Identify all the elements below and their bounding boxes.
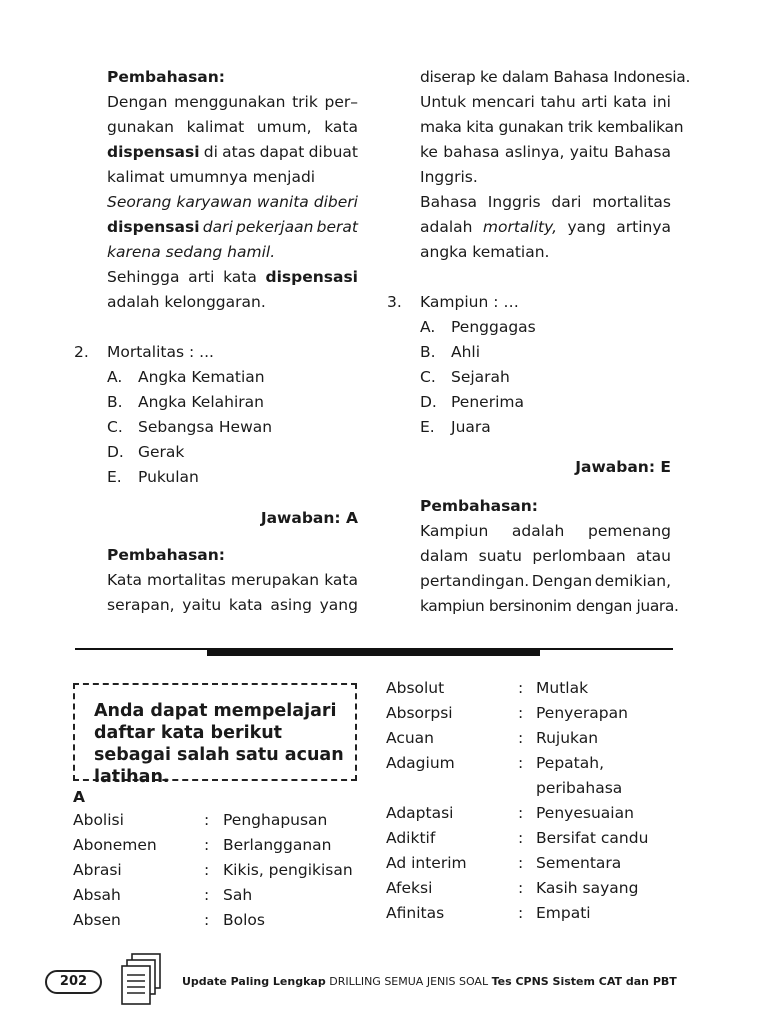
vocab-term: Ad interim (386, 854, 467, 872)
option-letter: B. (420, 343, 436, 361)
example-sentence: karena sedang hamil. (107, 243, 276, 261)
vocab-term: Absah (73, 886, 121, 904)
question-number: 3. (387, 293, 402, 311)
vocab-term: Adiktif (386, 829, 436, 847)
text-line: kalimat umumnya menjadi (107, 168, 316, 186)
vocab-term: Abonemen (73, 836, 157, 854)
vocab-sep: : (518, 679, 524, 697)
vocab-sep: : (204, 811, 210, 829)
text-line: maka kita gunakan trik kembalikan (420, 118, 684, 136)
vocab-meaning: Kasih sayang (536, 879, 639, 897)
option-letter: C. (420, 368, 436, 386)
vocab-meaning-continued: peribahasa (536, 779, 623, 797)
option-text: Penggagas (451, 318, 536, 336)
option-text: Sejarah (451, 368, 510, 386)
vocab-term: Absen (73, 911, 121, 929)
option-text: Pukulan (138, 468, 199, 486)
option-letter: A. (420, 318, 436, 336)
option-letter: A. (107, 368, 123, 386)
info-box-text: Anda dapat mempelajari daftar kata berikut sebagai salah satu acuan latihan. (94, 701, 344, 787)
option-text: Juara (451, 418, 491, 436)
example-sentence: dispensasi dari pekerjaan berat (107, 218, 358, 236)
text-line: Untuk mencari tahu arti kata ini (420, 93, 671, 111)
answer-key: Jawaban: E (575, 458, 671, 476)
question-text: Kampiun : … (420, 293, 519, 311)
vocab-meaning: Sementara (536, 854, 622, 872)
text-line: Sehingga arti kata dispensasi (107, 268, 358, 286)
text-line: adalah mortality, yang artinya (420, 218, 671, 236)
question-number: 2. (74, 343, 89, 361)
vocab-sep: : (204, 886, 210, 904)
example-sentence: Seorang karyawan wanita diberi (107, 193, 358, 211)
text-line: Bahasa Inggris dari mortalitas (420, 193, 671, 211)
question-text: Mortalitas : ... (107, 343, 214, 361)
vocab-meaning: Rujukan (536, 729, 599, 747)
page-number: 202 (45, 970, 102, 994)
vocab-meaning: Bolos (223, 911, 265, 929)
vocab-meaning: Sah (223, 886, 253, 904)
vocab-sep: : (204, 836, 210, 854)
text-line: dispensasi di atas dapat dibuat (107, 143, 358, 161)
vocab-section-letter: A (73, 788, 85, 806)
vocab-term: Abolisi (73, 811, 124, 829)
text-line: Kampiun adalah pemenang (420, 522, 671, 540)
vocab-term: Absolut (386, 679, 445, 697)
option-text: Gerak (138, 443, 185, 461)
pembahasan-heading-1: Pembahasan: (107, 68, 225, 86)
vocab-sep: : (518, 854, 524, 872)
option-letter: E. (107, 468, 122, 486)
answer-key: Jawaban: A (260, 509, 358, 527)
vocab-meaning: Berlangganan (223, 836, 332, 854)
footer-title: Update Paling Lengkap DRILLING SEMUA JENIS SOAL Tes CPNS Sistem CAT dan PBT (182, 975, 677, 988)
text-line: angka kematian. (420, 243, 550, 261)
text-line: serapan, yaitu kata asing yang (107, 596, 358, 614)
vocab-sep: : (518, 904, 524, 922)
vocab-term: Abrasi (73, 861, 122, 879)
text-line: kampiun bersinonim dengan juara. (420, 597, 679, 615)
pembahasan-heading-2: Pembahasan: (107, 546, 225, 564)
vocab-meaning: Mutlak (536, 679, 589, 697)
option-letter: C. (107, 418, 123, 436)
option-text: Sebangsa Hewan (138, 418, 273, 436)
vocab-meaning: Bersifat candu (536, 829, 649, 847)
vocab-term: Adaptasi (386, 804, 454, 822)
text-line: adalah kelonggaran. (107, 293, 266, 311)
text-line: pertandingan. Dengan demikian, (420, 572, 671, 590)
vocab-term: Afinitas (386, 904, 445, 922)
option-letter: B. (107, 393, 123, 411)
vocab-sep: : (518, 754, 524, 772)
text-line: dalam suatu perlombaan atau (420, 547, 671, 565)
text-line: ke bahasa aslinya, yaitu Bahasa (420, 143, 671, 161)
vocab-sep: : (518, 729, 524, 747)
vocab-term: Absorpsi (386, 704, 453, 722)
option-letter: D. (107, 443, 124, 461)
vocab-meaning: Penyesuaian (536, 804, 634, 822)
vocab-meaning: Penghapusan (223, 811, 328, 829)
text-line: diserap ke dalam Bahasa Indonesia. (420, 68, 691, 86)
option-letter: D. (420, 393, 437, 411)
document-stack-icon (120, 952, 164, 1008)
option-text: Angka Kematian (138, 368, 265, 386)
text-line: gunakan kalimat umum, kata (107, 118, 358, 136)
section-divider-accent (207, 648, 540, 656)
vocab-meaning: Pepatah, (536, 754, 604, 772)
pembahasan-heading-3: Pembahasan: (420, 497, 538, 515)
vocab-sep: : (518, 879, 524, 897)
vocab-term: Afeksi (386, 879, 433, 897)
text-line: Dengan menggunakan trik per– (107, 93, 358, 111)
vocab-meaning: Penyerapan (536, 704, 628, 722)
vocab-term: Acuan (386, 729, 434, 747)
vocab-term: Adagium (386, 754, 455, 772)
text-line: Inggris. (420, 168, 478, 186)
option-text: Ahli (451, 343, 481, 361)
option-text: Penerima (451, 393, 524, 411)
vocab-sep: : (518, 704, 524, 722)
option-letter: E. (420, 418, 435, 436)
text-line: Kata mortalitas merupakan kata (107, 571, 358, 589)
vocab-meaning: Kikis, pengikisan (223, 861, 353, 879)
vocab-sep: : (204, 911, 210, 929)
vocab-sep: : (518, 829, 524, 847)
vocab-sep: : (518, 804, 524, 822)
vocab-sep: : (204, 861, 210, 879)
option-text: Angka Kelahiran (138, 393, 264, 411)
vocab-meaning: Empati (536, 904, 591, 922)
